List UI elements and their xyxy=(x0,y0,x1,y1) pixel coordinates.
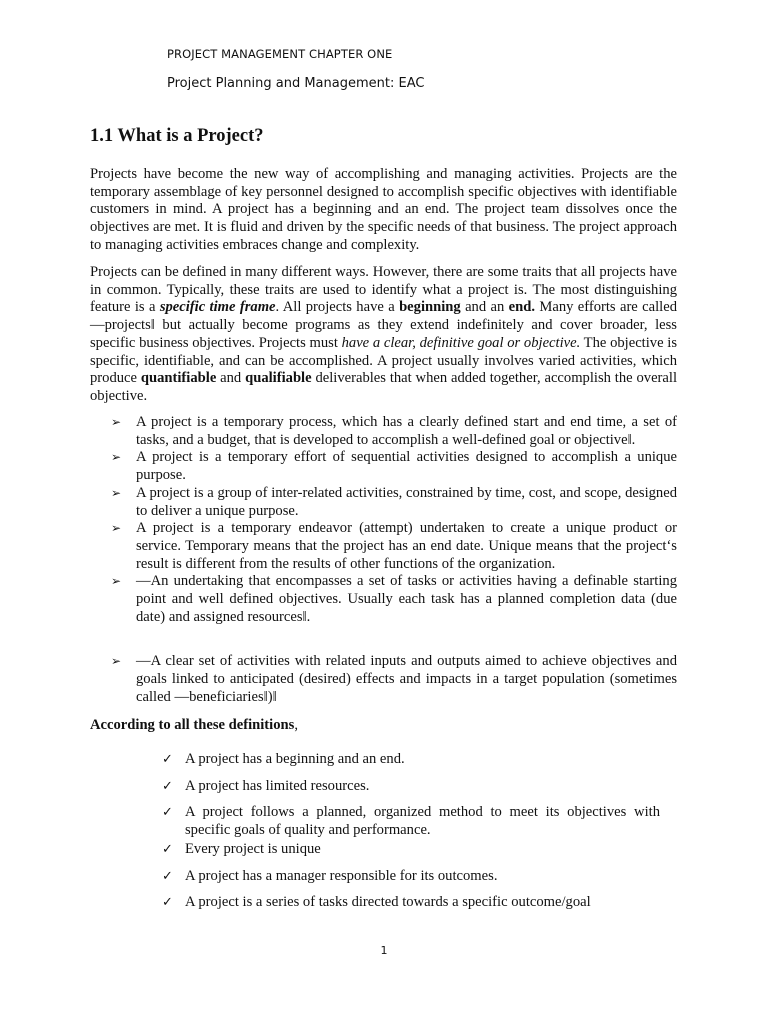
list-item xyxy=(160,751,660,769)
list-item-text: A project is a series of tasks directed towards a specific outcome/goal xyxy=(185,894,591,911)
list-item xyxy=(90,653,677,706)
list-item-text: A project is a temporary process, which has a clearly defined start and end time, a set of tasks, and a budget, that is developed to accomplish a well-defined goal or objective‖. xyxy=(136,414,677,448)
list-item-text: A project is a group of inter-related activities, constrained by time, cost, and scope, designed to deliver a unique purpose. xyxy=(136,484,677,519)
checkmark-icon: ✓ xyxy=(162,778,173,794)
running-header: PROJECT MANAGEMENT CHAPTER ONE xyxy=(167,47,393,61)
emphasis-specific-time-frame: specific time frame xyxy=(159,299,276,316)
summary-lead-in xyxy=(90,717,298,734)
list-item-text: —A clear set of activities with related inputs and outputs aimed to achieve objectives and goals linked to anticipated (desired) effects and impacts in a target population (sometimes called —beneficiaries‖)‖ xyxy=(136,653,677,705)
list-item-text: A project is a temporary effort of sequential activities designed to accomplish a unique purpose. xyxy=(136,449,677,484)
page-number: 1 xyxy=(380,944,388,957)
text-run: , xyxy=(294,717,298,733)
list-item-text: Every project is unique xyxy=(185,840,321,857)
list-item xyxy=(160,894,660,912)
list-item-text: A project has limited resources. xyxy=(185,777,370,794)
emphasis-end: end. xyxy=(508,299,536,316)
definition-paragraph xyxy=(90,264,677,406)
arrow-bullet-icon: ➢ xyxy=(111,415,122,429)
list-item xyxy=(90,449,677,484)
arrow-bullet-icon: ➢ xyxy=(111,574,122,589)
text-run: and xyxy=(216,370,246,387)
list-item-text: A project has a manager responsible for its outcomes. xyxy=(185,867,498,884)
arrow-bullet-icon: ➢ xyxy=(111,485,122,500)
text-run: deliverables that when added together, accomplish the overall objective. xyxy=(90,370,678,404)
list-item xyxy=(160,868,660,886)
arrow-bullet-icon: ➢ xyxy=(111,521,122,536)
list-item xyxy=(160,841,660,859)
list-item-text: —An undertaking that encompasses a set of tasks or activities having a definable starting point and well defined objectives. Usually each task has a planned completion data (due date) and assigned resources‖. xyxy=(136,573,677,625)
emphasis-qualifiable: qualifiable xyxy=(245,370,312,387)
list-item xyxy=(90,485,677,520)
arrow-bullet-icon: ➢ xyxy=(111,654,122,669)
checkmark-icon: ✓ xyxy=(162,841,173,857)
list-item xyxy=(160,778,660,796)
definitions-list xyxy=(90,414,677,707)
course-title: Project Planning and Management: EAC xyxy=(167,76,425,91)
text-run: Projects can be defined in many different ways. However, there are some traits that all projects have in common. Typically, these traits are used to identify what a project is. The most distinguishing feature is a xyxy=(90,264,677,316)
text-run: . All projects have a xyxy=(275,299,400,316)
list-item xyxy=(90,414,677,449)
text-run: and an xyxy=(460,299,509,316)
emphasis-clear-goal: have a clear, definitive goal or objective. xyxy=(341,334,581,351)
section-heading: 1.1 What is a Project? xyxy=(90,126,264,146)
intro-paragraph: Projects have become the new way of accomplishing and managing activities. Projects are the temporary assemblage of key personnel designed to accomplish specific objectives with identifiable customers in mind. A project has a beginning and an end. The project team dissolves once the objectives are met. It is fluid and driven by the specific needs of that business. The project approach to managing activities embraces change and complexity. xyxy=(90,166,677,253)
traits-list xyxy=(160,751,660,921)
emphasis-beginning: beginning xyxy=(399,299,461,316)
summary-lead-in-bold: According to all these definitions xyxy=(90,717,295,733)
list-item-text: A project has a beginning and an end. xyxy=(185,751,405,767)
emphasis-quantifiable: quantifiable xyxy=(140,370,217,387)
list-item xyxy=(90,520,677,573)
checkmark-icon: ✓ xyxy=(162,805,173,821)
list-item-text: A project follows a planned, organized method to meet its objectives with specific goals of quality and performance. xyxy=(185,804,660,839)
checkmark-icon: ✓ xyxy=(162,868,173,884)
arrow-bullet-icon: ➢ xyxy=(111,450,122,465)
text-run: The objective is specific, identifiable, and can be accomplished. A project usually involves varied activities, which produce xyxy=(90,334,677,387)
checkmark-icon: ✓ xyxy=(162,752,173,767)
text-run: Many efforts are called —projects‖ but actually become programs as they extend indefinitely and cover broader, less specific business objectives. Projects must xyxy=(90,299,677,351)
list-item xyxy=(90,573,677,626)
list-item-text: A project is a temporary endeavor (attempt) undertaken to create a unique product or service. Temporary means that the project has an end date. Unique means that the project‘s result is different from the results of other functions of the organization. xyxy=(136,520,677,572)
list-item xyxy=(160,804,660,839)
checkmark-icon: ✓ xyxy=(162,895,173,911)
